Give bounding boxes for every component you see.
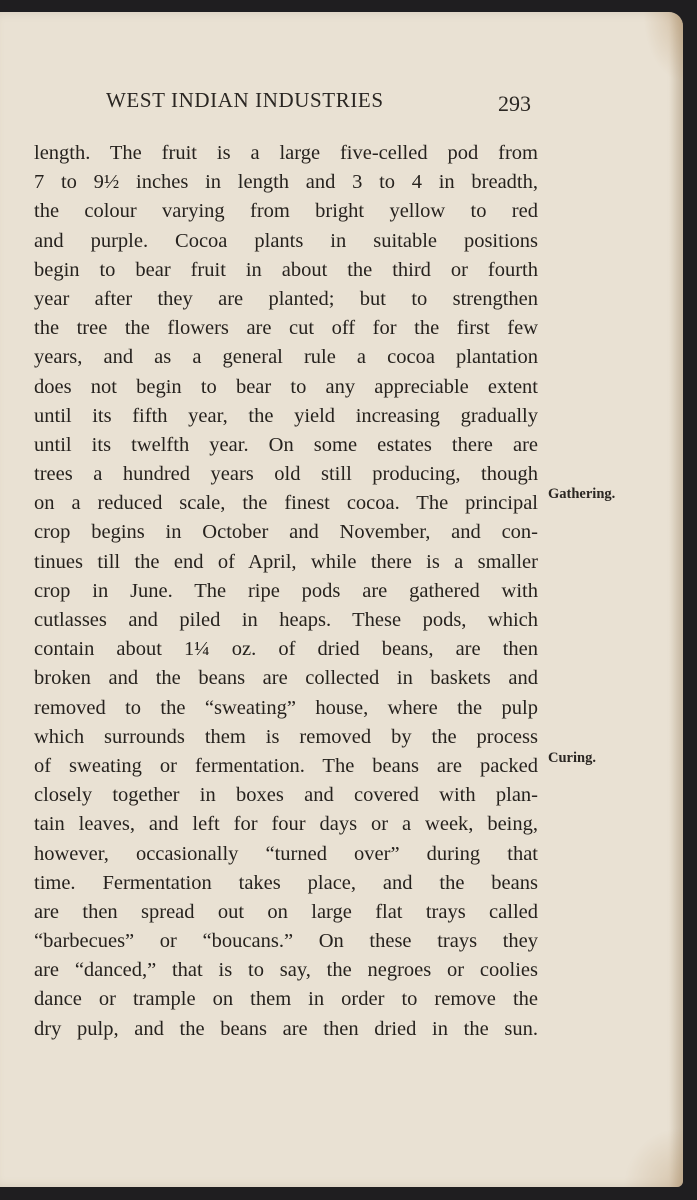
text-line: tain leaves, and left for four days or a week, being, — [34, 813, 538, 836]
text-line: of sweating or fermentation. The beans are packed — [34, 754, 538, 777]
sidenote-gathering: Gathering. — [548, 486, 616, 502]
text-line: are “danced,” that is to say, the negroes or coolies — [34, 959, 538, 982]
text-line: begin to bear fruit in about the third or fourth — [34, 258, 538, 281]
text-line: tinues till the end of April, while there is a smaller — [34, 550, 538, 573]
text-line: until its fifth year, the yield increasing gradually — [34, 404, 538, 427]
text-line: trees a hundred years old still producing, though — [34, 463, 538, 486]
text-line: on a reduced scale, the finest cocoa. The principal — [34, 492, 538, 515]
text-line: crop begins in October and November, and con- — [34, 521, 538, 544]
text-line: which surrounds them is removed by the process — [34, 725, 538, 748]
page-edge-shadow — [669, 12, 683, 1187]
text-line: dance or trample on them in order to remove the — [34, 988, 538, 1011]
text-line: crop in June. The ripe pods are gathered with — [34, 579, 538, 602]
text-line: however, occasionally “turned over” during that — [34, 842, 538, 865]
text-line: dry pulp, and the beans are then dried in the sun. — [34, 1017, 538, 1040]
text-line: year after they are planted; but to strengthen — [34, 287, 538, 310]
bottom-corner-stain — [623, 1127, 683, 1187]
book-page — [0, 12, 683, 1187]
text-line: broken and the beans are collected in baskets and — [34, 667, 538, 690]
text-line: length. The fruit is a large five-celled pod from — [34, 142, 538, 164]
text-line: cutlasses and piled in heaps. These pods, which — [34, 609, 538, 631]
text-line: are then spread out on large flat trays called — [34, 900, 538, 923]
text-line: “barbecues” or “boucans.” On these trays they — [34, 930, 538, 953]
running-title: WEST INDIAN INDUSTRIES — [106, 88, 384, 112]
text-line: closely together in boxes and covered with plan- — [34, 784, 538, 807]
running-head — [0, 88, 560, 118]
corner-stain — [643, 12, 683, 82]
text-line: the colour varying from bright yellow to red — [34, 200, 538, 223]
text-line: does not begin to bear to any appreciable extent — [34, 375, 538, 398]
text-line: time. Fermentation takes place, and the beans — [34, 871, 538, 894]
text-line: 7 to 9½ inches in length and 3 to 4 in breadth, — [34, 171, 538, 194]
text-line: until its twelfth year. On some estates there are — [34, 433, 538, 456]
sidenote-curing: Curing. — [548, 750, 596, 766]
text-line: years, and as a general rule a cocoa plantation — [34, 346, 538, 369]
body-text — [34, 139, 538, 1044]
text-line: the tree the flowers are cut off for the first few — [34, 317, 538, 340]
text-line: removed to the “sweating” house, where the pulp — [34, 696, 538, 719]
text-line: contain about 1¼ oz. of dried beans, are then — [34, 638, 538, 661]
page-number: 293 — [498, 91, 531, 116]
text-line: and purple. Cocoa plants in suitable positions — [34, 229, 538, 252]
